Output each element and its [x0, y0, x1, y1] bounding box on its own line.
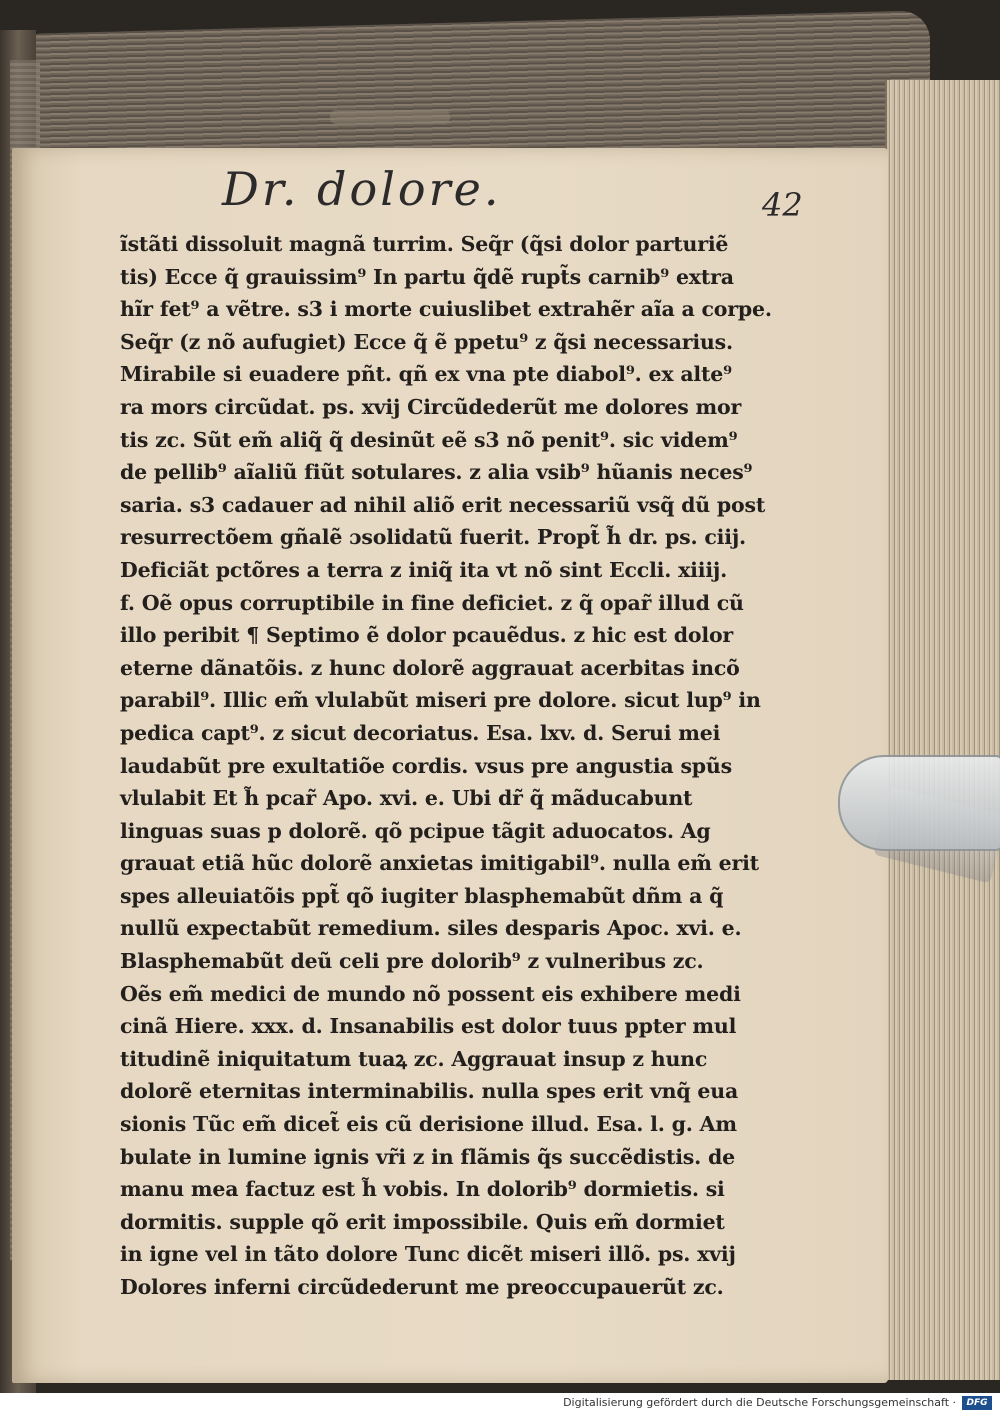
text-line: Blasphemabũt deũ celi pre dolorib⁹ z vulneribus zc. — [120, 949, 704, 974]
text-line: hĩr fet⁹ a vẽtre. s3 i morte cuiuslibet extrahẽr aĩa a corpe. — [120, 297, 772, 322]
text-line: tis zc. Sũt em̃ aliq̃ q̃ desinũt eẽ s3 nõ penit⁹. sic videm⁹ — [120, 427, 738, 452]
text-line: Seq̃r (z nõ aufugiet) Ecce q̃ ẽ ppetu⁹ z q̃si necessarius. — [120, 329, 733, 354]
page-clip — [838, 755, 1000, 851]
text-line: illo peribit ¶ Septimo ẽ dolor pcauẽdus. z hic est dolor — [120, 623, 734, 648]
text-line: nullũ expectabũt remedium. siles desparis Apoc. xvi. e. — [120, 916, 742, 941]
text-line: laudabũt pre exultatiõe cordis. vsus pre angustia spũs — [120, 753, 732, 778]
page-fore-edge — [885, 80, 1000, 1380]
text-line: saria. s3 cadauer ad nihil aliõ erit necessariũ vsq̃ dũ post — [120, 492, 766, 517]
text-line: titudinẽ iniquitatum tuaꝝ zc. Aggrauat insup z hunc — [120, 1046, 708, 1071]
text-line: pedica capt⁹. z sicut decoriatus. Esa. lxv. d. Serui mei — [120, 720, 721, 745]
text-block — [120, 228, 772, 1304]
text-line: dolorẽ eternitas interminabilis. nulla spes erit vnq̃ eua — [120, 1079, 739, 1104]
text-line: cinã Hiere. xxx. d. Insanabilis est dolor tuus ppter mul — [120, 1014, 737, 1039]
text-line: in igne vel in tãto dolore Tunc dicẽt miseri illõ. ps. xvij — [120, 1242, 736, 1267]
text-line: parabil⁹. Illic em̃ vlulabũt miseri pre dolore. sicut lup⁹ in — [120, 688, 761, 713]
text-line: grauat etiã hũc dolorẽ anxietas imitigabil⁹. nulla em̃ erit — [120, 851, 759, 876]
text-line: de pellib⁹ aĩaliũ fiũt sotulares. z alia vsib⁹ hũanis neces⁹ — [120, 460, 753, 485]
footer-credit: Digitalisierung gefördert durch die Deutsche Forschungsgemeinschaft · — [563, 1396, 956, 1409]
edge-marking — [330, 110, 450, 124]
text-line: Deficiãt pctõres a terra z iniq̃ ita vt nõ sint Eccli. xiiij. — [120, 557, 728, 582]
text-line: eterne dãnatõis. z hunc dolorẽ aggrauat acerbitas incõ — [120, 655, 740, 680]
text-line: ra mors circũdat. ps. xvij Circũdederũt me dolores mor — [120, 394, 742, 419]
text-line: manu mea factuz est h̃ vobis. In dolorib⁹ dormietis. si — [120, 1177, 725, 1202]
text-line: Mirabile si euadere pñt. qñ ex vna pte diabol⁹. ex alte⁹ — [120, 362, 732, 387]
text-line: f. Oẽ opus corruptibile in fine deficiet. z q̃ opar̃ illud cũ — [120, 590, 744, 615]
dfg-logo: DFG — [962, 1396, 992, 1410]
text-line: Dolores inferni circũdederunt me preoccupauerũt zc. — [120, 1275, 724, 1299]
text-line: resurrectõem gñalẽ ɔsolidatũ fuerit. Propt̃ h̃ dr. ps. ciij. — [120, 525, 746, 550]
text-line: spes alleuiatõis ppt̃ qõ iugiter blasphemabũt dñm a q̃ — [120, 883, 724, 908]
text-line: ĩstãti dissoluit magnã turrim. Seq̃r (q̃si dolor parturiẽ — [120, 232, 729, 256]
text-line: vlulabit Et h̃ pcar̃ Apo. xvi. e. Ubi dr̃ q̃ mãducabunt — [120, 786, 693, 811]
text-line: Oẽs em̃ medici de mundo nõ possent eis exhibere medi — [120, 981, 741, 1006]
footer — [0, 1393, 1000, 1415]
text-line: linguas suas p dolorẽ. qõ pcipue tãgit aduocatos. Ag — [120, 818, 711, 843]
handwritten-heading: Dr. dolore. — [222, 162, 502, 216]
text-line: bulate in lumine ignis vr̃i z in flãmis q̃s succẽdistis. de — [120, 1144, 736, 1169]
text-line: dormitis. supple qõ erit impossibile. Quis em̃ dormiet — [120, 1209, 725, 1234]
folio-number: 42 — [762, 186, 803, 224]
text-line: sionis Tũc em̃ dicet̃ eis cũ derisione illud. Esa. l. g. Am — [120, 1112, 737, 1137]
text-line: tis) Ecce q̃ grauissim⁹ In partu q̃dẽ rupt̃s carnib⁹ extra — [120, 264, 734, 289]
